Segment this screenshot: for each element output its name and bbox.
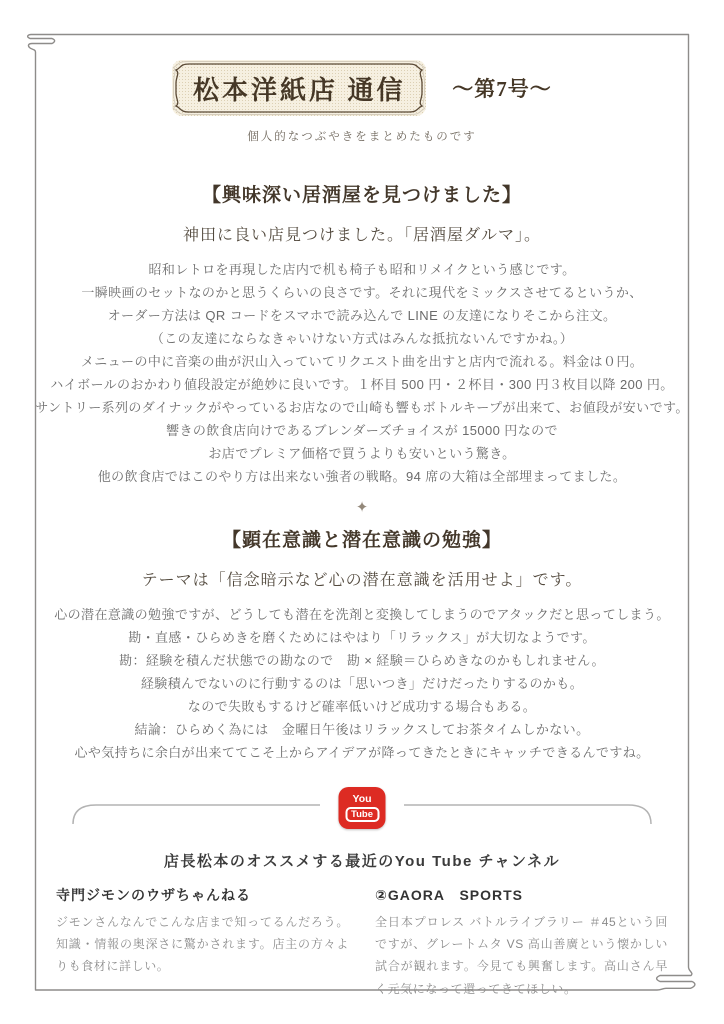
body-line: 結論：ひらめく為には 金曜日午後はリラックスしてお茶タイムしかない。 xyxy=(134,722,590,737)
newsletter-title: 松本洋紙店 通信 xyxy=(192,75,406,105)
section-izakaya xyxy=(0,180,724,488)
section-lead: テーマは「信念暗示など心の潜在意識を活用せよ」です。 xyxy=(141,572,583,589)
body-line: 他の飲食店ではこのやり方は出来ない強者の戦略。94 席の大箱は全部埋まってました。 xyxy=(97,469,627,484)
body-line: 一瞬映画のセットなのかと思うくらいの良さです。それに現代をミックスさせてるというか、 xyxy=(81,285,643,300)
newsletter-subtitle: 個人的なつぶやきをまとめたものです xyxy=(247,131,477,143)
body-line: 昭和レトロを再現した店内で机も椅子も昭和リメイクという感じです。 xyxy=(148,262,576,277)
body-line: 勘：経験を積んだ状態での勘なので 勘 × 経験＝ひらめきなのかもしれません。 xyxy=(119,653,605,668)
header xyxy=(0,60,724,116)
body-line: 響きの飲食店向けであるブレンダーズチョイスが 15000 円なので xyxy=(166,423,558,438)
issue-number: 〜第7号〜 xyxy=(452,77,552,101)
youtube-icon-text-top: You xyxy=(352,793,372,805)
sparkle-divider-icon: ✦ xyxy=(355,499,369,516)
youtube-icon-text-bottom: Tube xyxy=(345,807,379,822)
youtube-divider-block xyxy=(0,785,724,837)
body-line: 勘・直感・ひらめきを磨くためにはやはり「リラックス」が大切なようです。 xyxy=(128,630,596,645)
channel-description: ジモンさんなんでこんな店まで知ってるんだろう。知識・情報の奥深さに驚かされます。店主の方々よりも食材に詳しい。 xyxy=(56,915,349,974)
body-line: サントリー系列のダイナックがやっているお店なので山崎も響もボトルキープが出来て、お値段が安いです。 xyxy=(35,400,689,415)
section-lead: 神田に良い店見つけました。「居酒屋ダルマ」。 xyxy=(182,227,541,244)
body-line: お店でプレミア価格で買うよりも安いという驚き。 xyxy=(208,446,516,461)
channel-jimon xyxy=(56,885,349,1000)
youtube-icon xyxy=(339,787,386,829)
channel-description: 全日本プロレス バトルライブラリー ＃45という回ですが、グレートムタ VS 高山善廣という懐かしい試合が観れます。今見ても興奮します。高山さん早く元気になって還ってきてほしい。 xyxy=(375,915,668,996)
body-line: （この友達にならなきゃいけない方式はみんな抵抗ないんですかね。） xyxy=(150,331,574,346)
section-heading: 【顕在意識と潜在意識の勉強】 xyxy=(221,530,502,551)
channel-columns xyxy=(0,885,724,1000)
body-line: 経験積んでないのに行動するのは「思いつき」だけだったりするのかも。 xyxy=(140,676,584,691)
body-line: オーダー方法は QR コードをスマホで読み込んで LINE の友達になりそこから注文。 xyxy=(107,308,617,323)
body-line: 心の潜在意識の勉強ですが、どうしても潜在を洗剤と変換してしまうのでアタックだと思ってしまう。 xyxy=(54,607,670,622)
section-consciousness xyxy=(0,525,724,764)
channel-gaora xyxy=(375,885,668,1000)
newsletter-title-box xyxy=(172,60,426,116)
section-body xyxy=(0,603,724,764)
channel-title: ②GAORA SPORTS xyxy=(375,887,524,903)
youtube-section-heading: 店長松本のオススメする最近のYou Tube チャンネル xyxy=(163,853,561,870)
body-line: メニューの中に音楽の曲が沢山入っていてリクエスト曲を出すと店内で流れる。料金は０円。 xyxy=(80,354,644,369)
body-line: ハイボールのおかわり値段設定が絶妙に良いです。１杯目 500 円・２杯目・300 円３枚目以降 200 円。 xyxy=(50,377,674,392)
channel-title: 寺門ジモンのウザちゃんねる xyxy=(56,887,251,903)
section-heading: 【興味深い居酒屋を見つけました】 xyxy=(201,185,522,206)
body-line: なので失敗もするけど確率低いけど成功する場合もある。 xyxy=(187,699,537,714)
body-line: 心や気持ちに余白が出来ててこそ上からアイデアが降ってきたときにキャッチできるんですね。 xyxy=(74,745,650,760)
section-body xyxy=(0,258,724,488)
